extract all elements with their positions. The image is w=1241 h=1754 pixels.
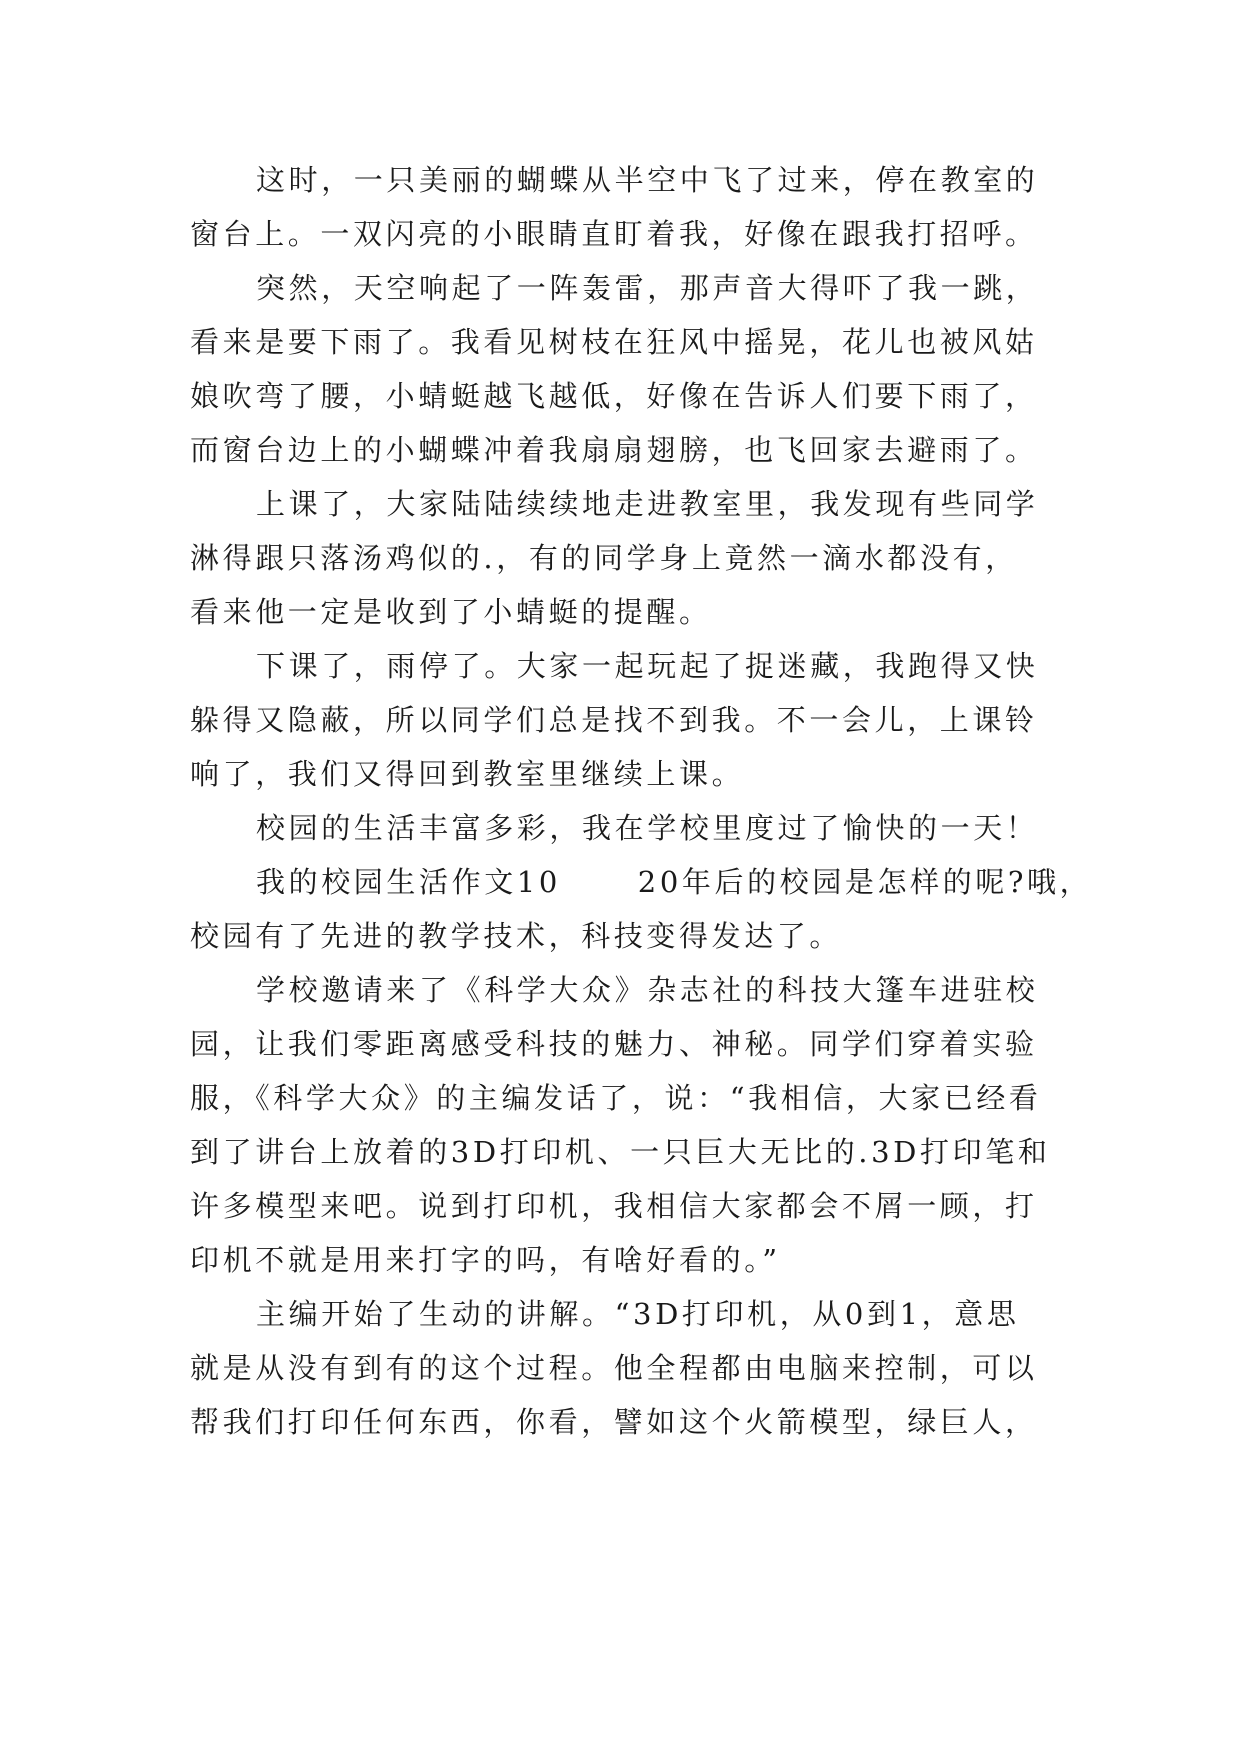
text-line: 下课了，雨停了。大家一起玩起了捉迷藏，我跑得又快 [256, 649, 1039, 683]
text-line: 主编开始了生动的讲解。“3D打印机，从0到1，意思 [256, 1297, 1020, 1331]
text-line: 到了讲台上放着的3D打印机、一只巨大无比的.3D打印笔和 [190, 1135, 1051, 1169]
text-line: 而窗台边上的小蝴蝶冲着我扇扇翅膀，也飞回家去避雨了。 [190, 433, 1038, 467]
text-line: 校园的生活丰富多彩，我在学校里度过了愉快的一天！ [256, 811, 1039, 845]
text-line: 学校邀请来了《科学大众》杂志社的科技大篷车进驻校 [256, 973, 1039, 1007]
text-line: 我的校园生活作文10 20年后的校园是怎样的呢?哦， [256, 865, 1093, 899]
text-line: 帮我们打印任何东西，你看，譬如这个火箭模型，绿巨人， [190, 1405, 1038, 1439]
text-line: 这时，一只美丽的蝴蝶从半空中飞了过来，停在教室的 [256, 163, 1039, 197]
text-line: 看来是要下雨了。我看见树枝在狂风中摇晃，花儿也被风姑 [190, 325, 1038, 359]
text-line: 躲得又隐蔽，所以同学们总是找不到我。不一会儿，上课铃 [190, 703, 1038, 737]
text-line: 突然，天空响起了一阵轰雷，那声音大得吓了我一跳， [256, 271, 1039, 305]
text-line: 服，《科学大众》的主编发话了，说：“我相信，大家已经看 [190, 1081, 1042, 1115]
text-line: 就是从没有到有的这个过程。他全程都由电脑来控制，可以 [190, 1351, 1038, 1385]
text-line: 响了，我们又得回到教室里继续上课。 [190, 757, 745, 791]
text-line: 印机不就是用来打字的吗，有啥好看的。” [190, 1243, 781, 1277]
text-line: 上课了，大家陆陆续续地走进教室里，我发现有些同学 [256, 487, 1039, 521]
text-line: 娘吹弯了腰，小蜻蜓越飞越低，好像在告诉人们要下雨了， [190, 379, 1038, 413]
text-line: 校园有了先进的教学技术，科技变得发达了。 [190, 919, 843, 953]
text-line: 窗台上。一双闪亮的小眼睛直盯着我，好像在跟我打招呼。 [190, 217, 1038, 251]
text-line: 许多模型来吧。说到打印机，我相信大家都会不屑一顾，打 [190, 1189, 1038, 1223]
text-line: 淋得跟只落汤鸡似的.，有的同学身上竟然一滴水都没有， [190, 541, 1018, 575]
text-line: 园，让我们零距离感受科技的魅力、神秘。同学们穿着实验 [190, 1027, 1038, 1061]
text-line: 看来他一定是收到了小蜻蜓的提醒。 [190, 595, 712, 629]
